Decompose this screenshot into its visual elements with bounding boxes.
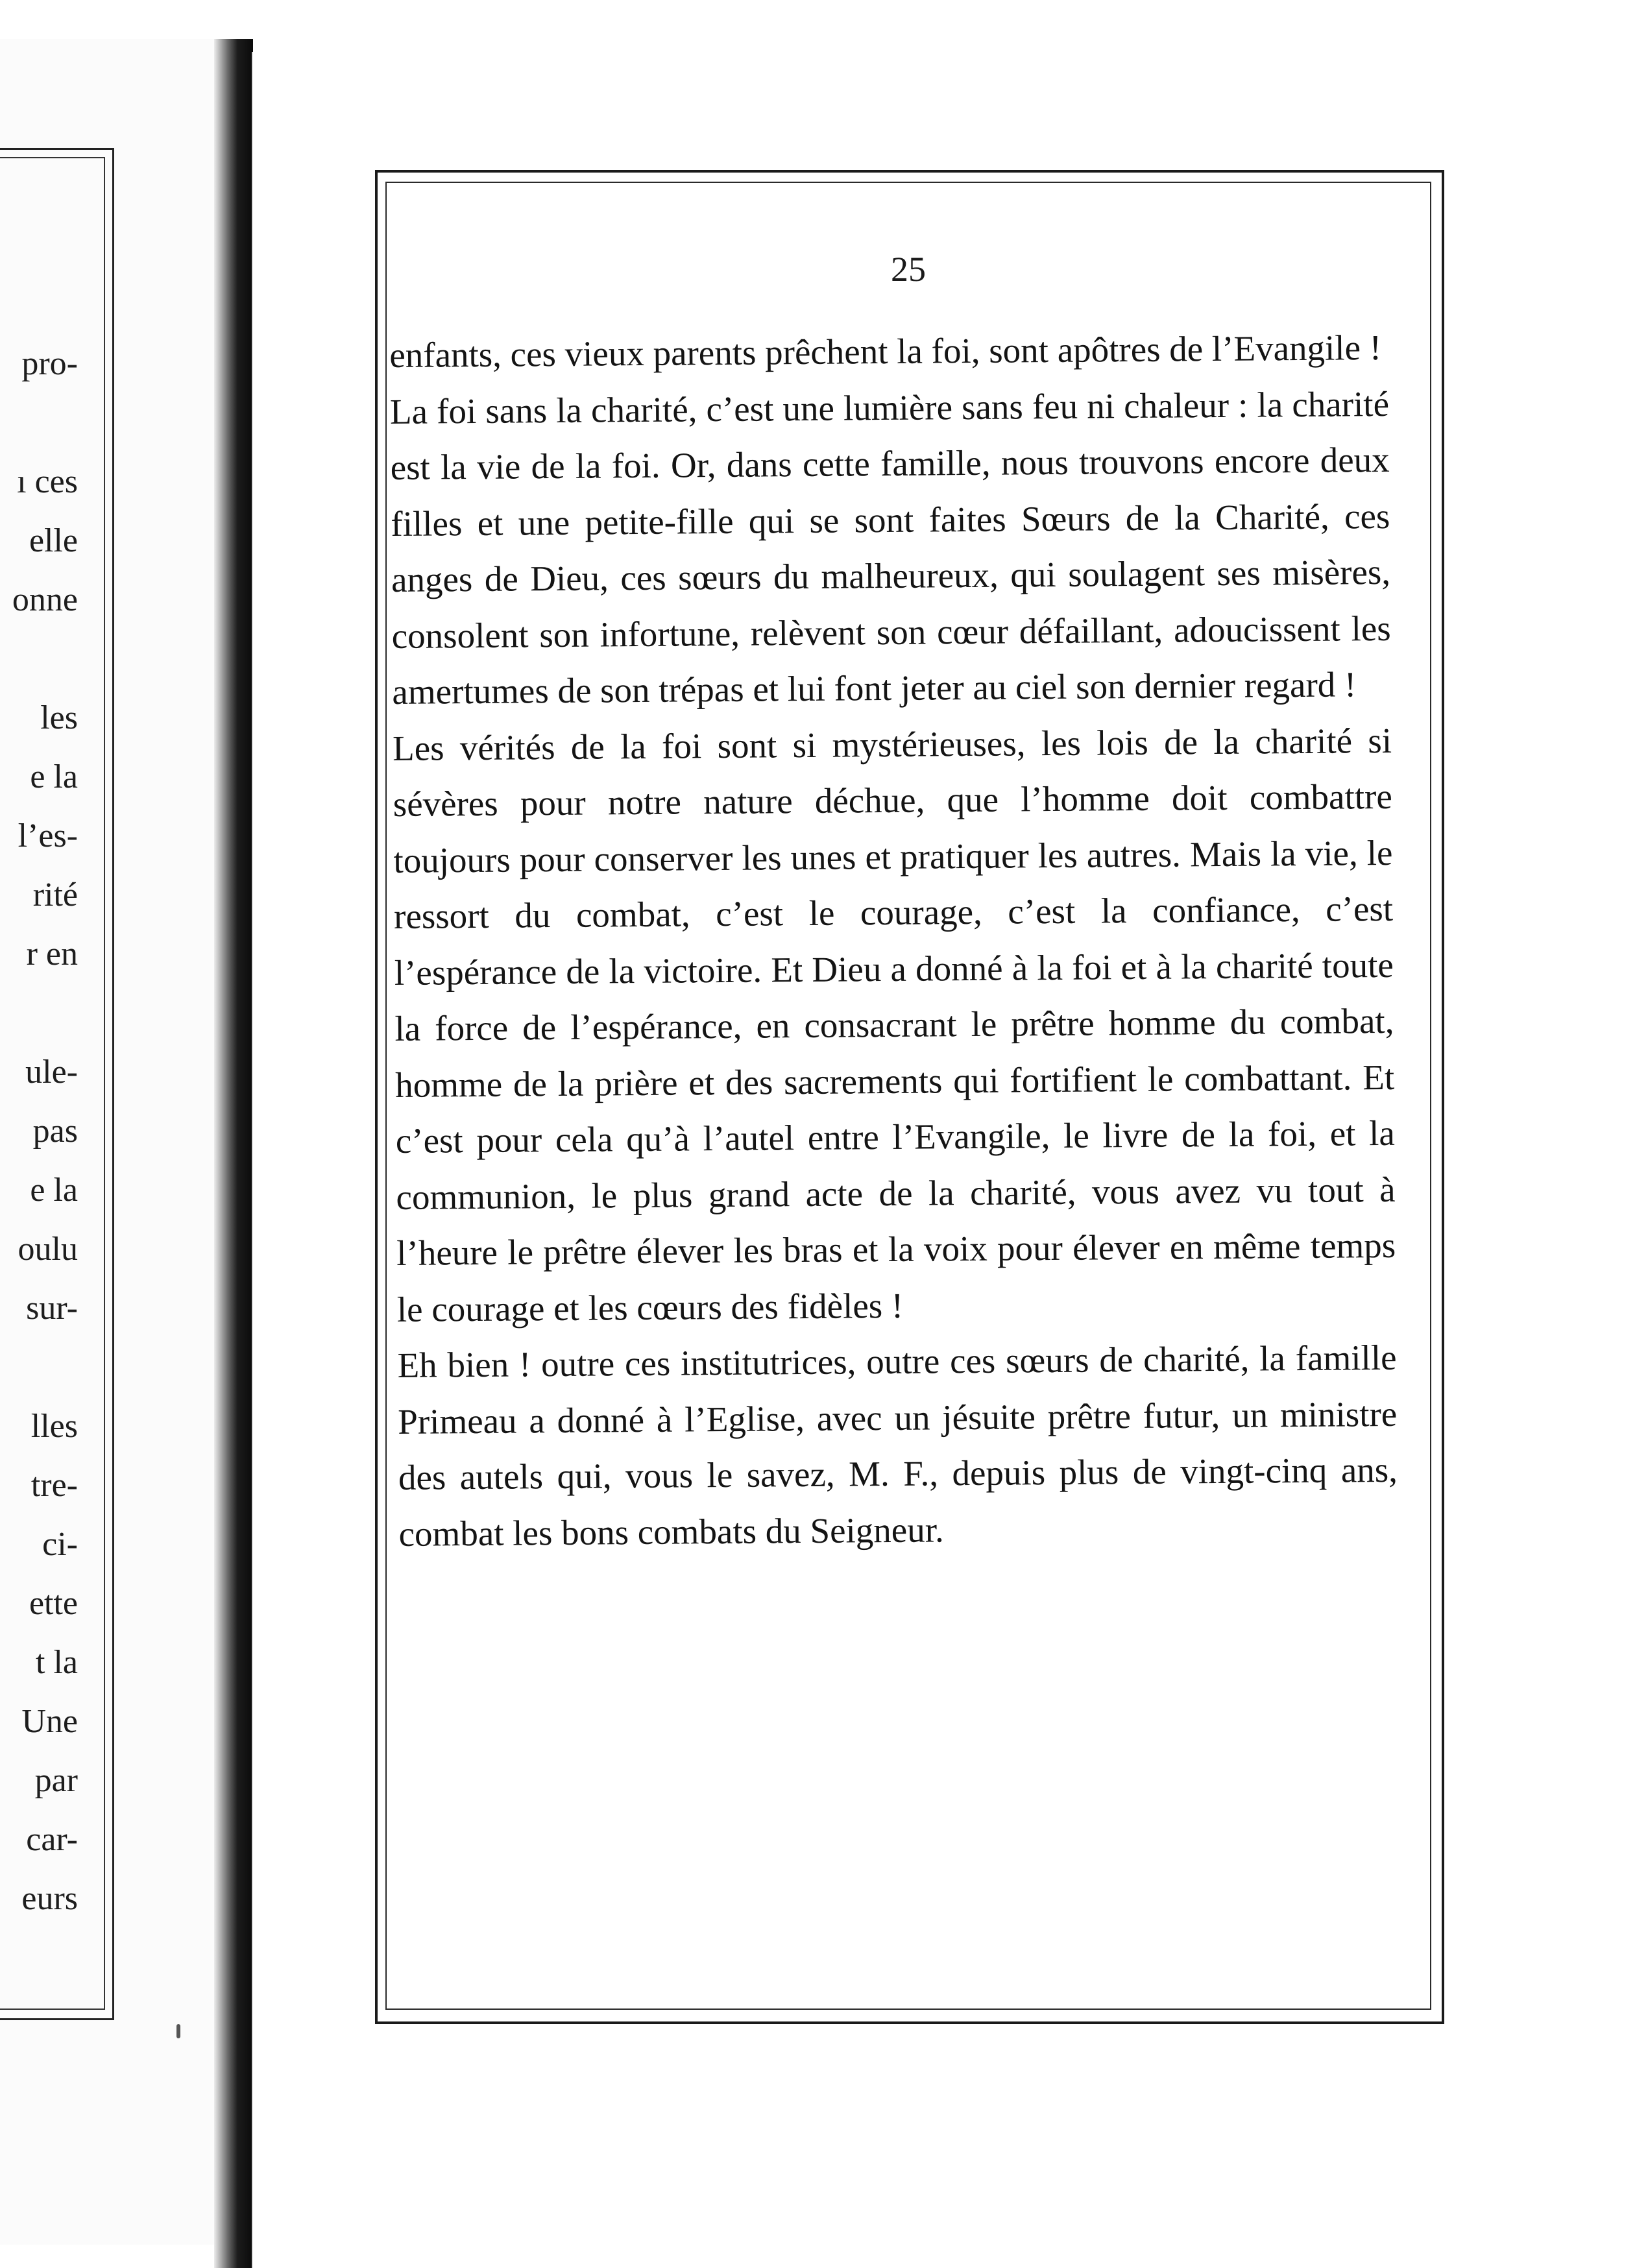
previous-page-line: ule- [25, 1054, 78, 1091]
previous-page-line: oulu [18, 1231, 78, 1268]
previous-page-line: eurs [21, 1880, 78, 1917]
book-gutter [214, 39, 253, 2268]
previous-page-line: pas [32, 1113, 78, 1150]
previous-page-line: onne [12, 581, 78, 618]
previous-page-text-fragments [0, 334, 78, 1928]
previous-page-line: ci- [42, 1526, 78, 1563]
paragraph-4: Eh bien ! outre ces institutrices, outre ces sœurs de charité, la famille Primeau a donné à l’Eglise, avec un jésuite prêtre futur, un ministre des autels qui, vous le savez, M. F., depuis plus de vingt-cinq ans, combat les bons combats du Seigneur. [397, 1337, 1398, 1554]
previous-page-line: les [40, 699, 78, 736]
stray-mark [176, 2024, 180, 2038]
previous-page-line: lles [30, 1408, 78, 1445]
page-body [389, 320, 1398, 1562]
previous-page-line: par [34, 1762, 78, 1799]
previous-page-line: ı ces [17, 463, 78, 500]
previous-page [0, 39, 234, 2245]
previous-page-line: Une [21, 1703, 78, 1740]
page-number: 25 [891, 250, 926, 289]
previous-page-line: pro- [21, 345, 78, 382]
previous-page-line: tre- [30, 1467, 78, 1504]
previous-page-line: r en [26, 935, 78, 972]
paragraph-1: enfants, ces vieux parents prêchent la foi, sont apôtres de l’Evangile ! [389, 327, 1382, 375]
previous-page-line [0, 1338, 78, 1397]
previous-page-line [0, 629, 78, 688]
paragraph-3: Les vérités de la foi sont si mystérieuses, les lois de la charité si sévères pour notre nature déchue, que l’homme doit combattre toujours pour conserver les unes et pratiquer les autres. Mais la vie, le ressort du combat, c’est le courage, c’est la confiance, c’est l’espérance de la victoire. Et Dieu a donné à la foi et à la charité toute la force de l’espérance, en consacrant le prêtre homme du combat, homme de la prière et des sacrements qui fortifient le combattant. Et c’est pour cela qu’à l’autel entre l’Evangile, le livre de la foi, et la communion, le plus grand acte de la charité, vous avez vu tout à l’heure le prêtre élever les bras et la voix pour élever en même temps le courage et les cœurs des fidèles ! [392, 720, 1396, 1329]
paragraph-2: La foi sans la charité, c’est une lumière sans feu ni chaleur : la charité est la vie de la foi. Or, dans cette famille, nous trouvons encore deux filles et une petite-fille qui se sont faites Sœurs de la Charité, ces anges de Dieu, ces sœurs du malheureux, qui soulagent ses misères, consolent son infortune, relèvent son cœur défaillant, adoucissent les amertumes de son trépas et lui font jeter au ciel son dernier regard ! [389, 383, 1391, 712]
previous-page-line: ette [29, 1585, 78, 1622]
previous-page-line: l’es- [18, 817, 78, 854]
previous-page-line: car- [26, 1821, 78, 1858]
previous-page-line: e la [30, 758, 78, 795]
previous-page-line: sur- [26, 1290, 78, 1327]
previous-page-line: e la [30, 1172, 78, 1209]
previous-page-line: rité [32, 876, 78, 913]
previous-page-line [0, 393, 78, 452]
previous-page-line: elle [29, 522, 78, 559]
previous-page-line [0, 983, 78, 1043]
previous-page-line: t la [36, 1644, 78, 1681]
